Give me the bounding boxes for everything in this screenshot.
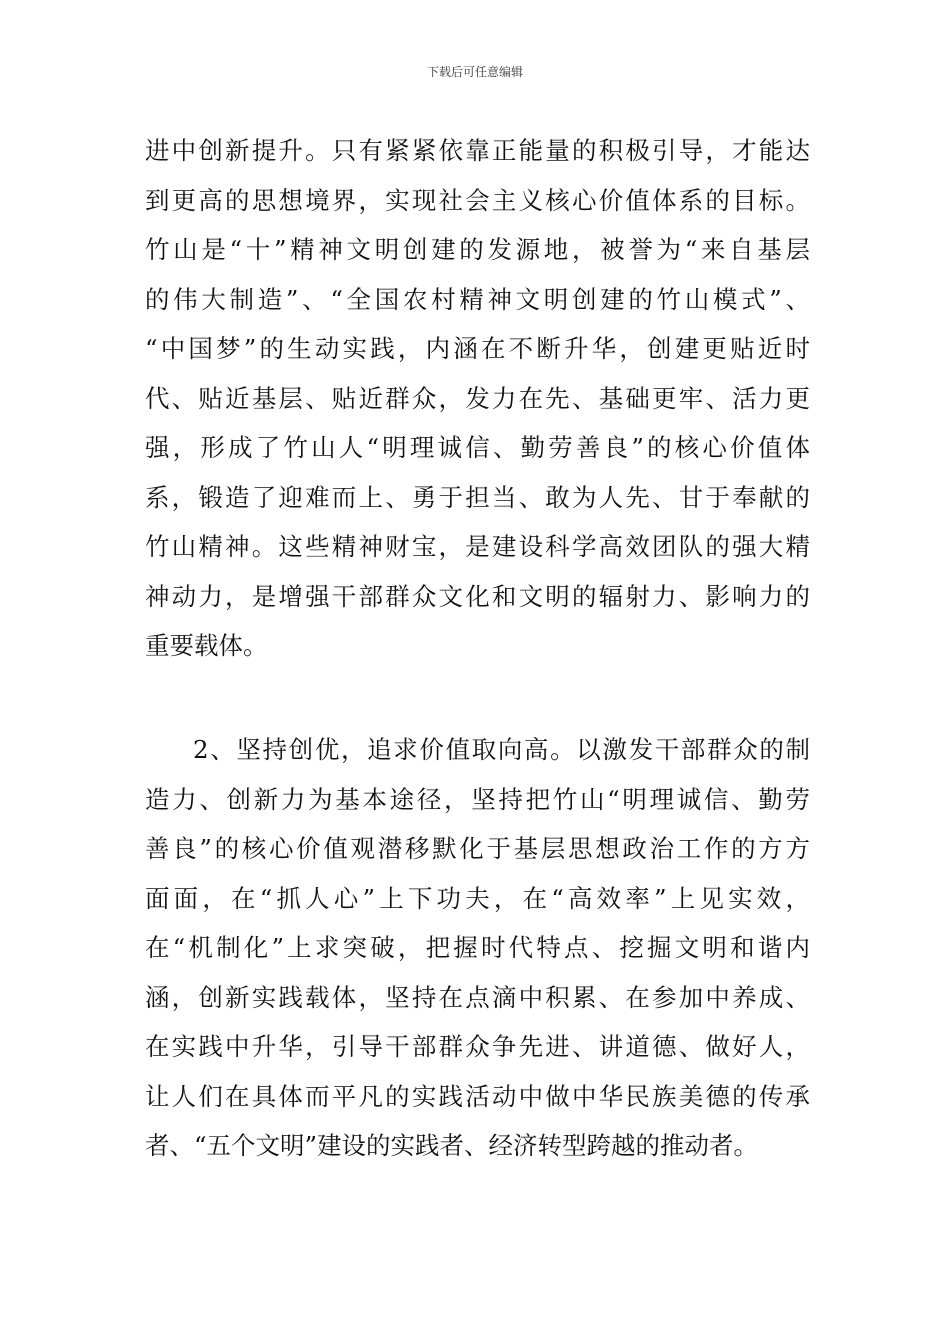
paragraph-line: 2、坚持创优，追求价值取向高。以激发干部群众的制 — [193, 735, 810, 764]
paragraph-line: 在实践中升华，引导干部群众争先进、讲道德、做好人， — [145, 1032, 810, 1061]
paragraph-line: 者、“五个文明”建设的实践者、经济转型跨越的推动者。 — [145, 1131, 759, 1160]
paragraph-line: 竹山是“十”精神文明创建的发源地，被誉为“来自基层 — [145, 235, 810, 264]
paragraph-line: 造力、创新力为基本途径，坚持把竹山“明理诚信、勤劳 — [145, 784, 810, 814]
paragraph-line: 进中创新提升。只有紧紧依靠正能量的积极引导，才能达 — [145, 136, 810, 165]
paragraph-line: “中国梦”的生动实践，内涵在不断升华，创建更贴近时 — [145, 334, 810, 363]
paragraph-line: 涵，创新实践载体，坚持在点滴中积累、在参加中养成、 — [145, 982, 810, 1012]
paragraph-line: 代、贴近基层、贴近群众，发力在先、基础更牢、活力更 — [145, 383, 810, 413]
paragraph-line: 让人们在具体而平凡的实践活动中做中华民族美德的传承 — [145, 1081, 810, 1111]
paragraph-line: 竹山精神。这些精神财宝，是建设科学高效团队的强大精 — [145, 532, 810, 561]
page-header: 下载后可任意编辑 — [426, 65, 523, 79]
paragraph-line: 神动力，是增强干部群众文化和文明的辐射力、影响力的 — [145, 581, 810, 611]
paragraph-1 — [145, 126, 810, 671]
paragraph-line: 重要载体。 — [145, 631, 268, 660]
paragraph-line: 到更高的思想境界，实现社会主义核心价值体系的目标。 — [145, 185, 810, 215]
paragraph-line: 系，锻造了迎难而上、勇于担当、敢为人先、甘于奉献的 — [145, 482, 810, 512]
paragraph-line: 面面，在“抓人心”上下功夫，在“高效率”上见实效， — [145, 883, 810, 913]
paragraph-2 — [145, 725, 810, 1171]
paragraph-line: 强，形成了竹山人“明理诚信、勤劳善良”的核心价值体 — [145, 433, 810, 462]
paragraph-line: 善良”的核心价值观潜移默化于基层思想政治工作的方方 — [145, 834, 810, 863]
paragraph-line: 的伟大制造”、“全国农村精神文明创建的竹山模式”、 — [145, 284, 810, 314]
paragraph-line: 在“机制化”上求突破，把握时代特点、挖掘文明和谐内 — [145, 933, 810, 962]
